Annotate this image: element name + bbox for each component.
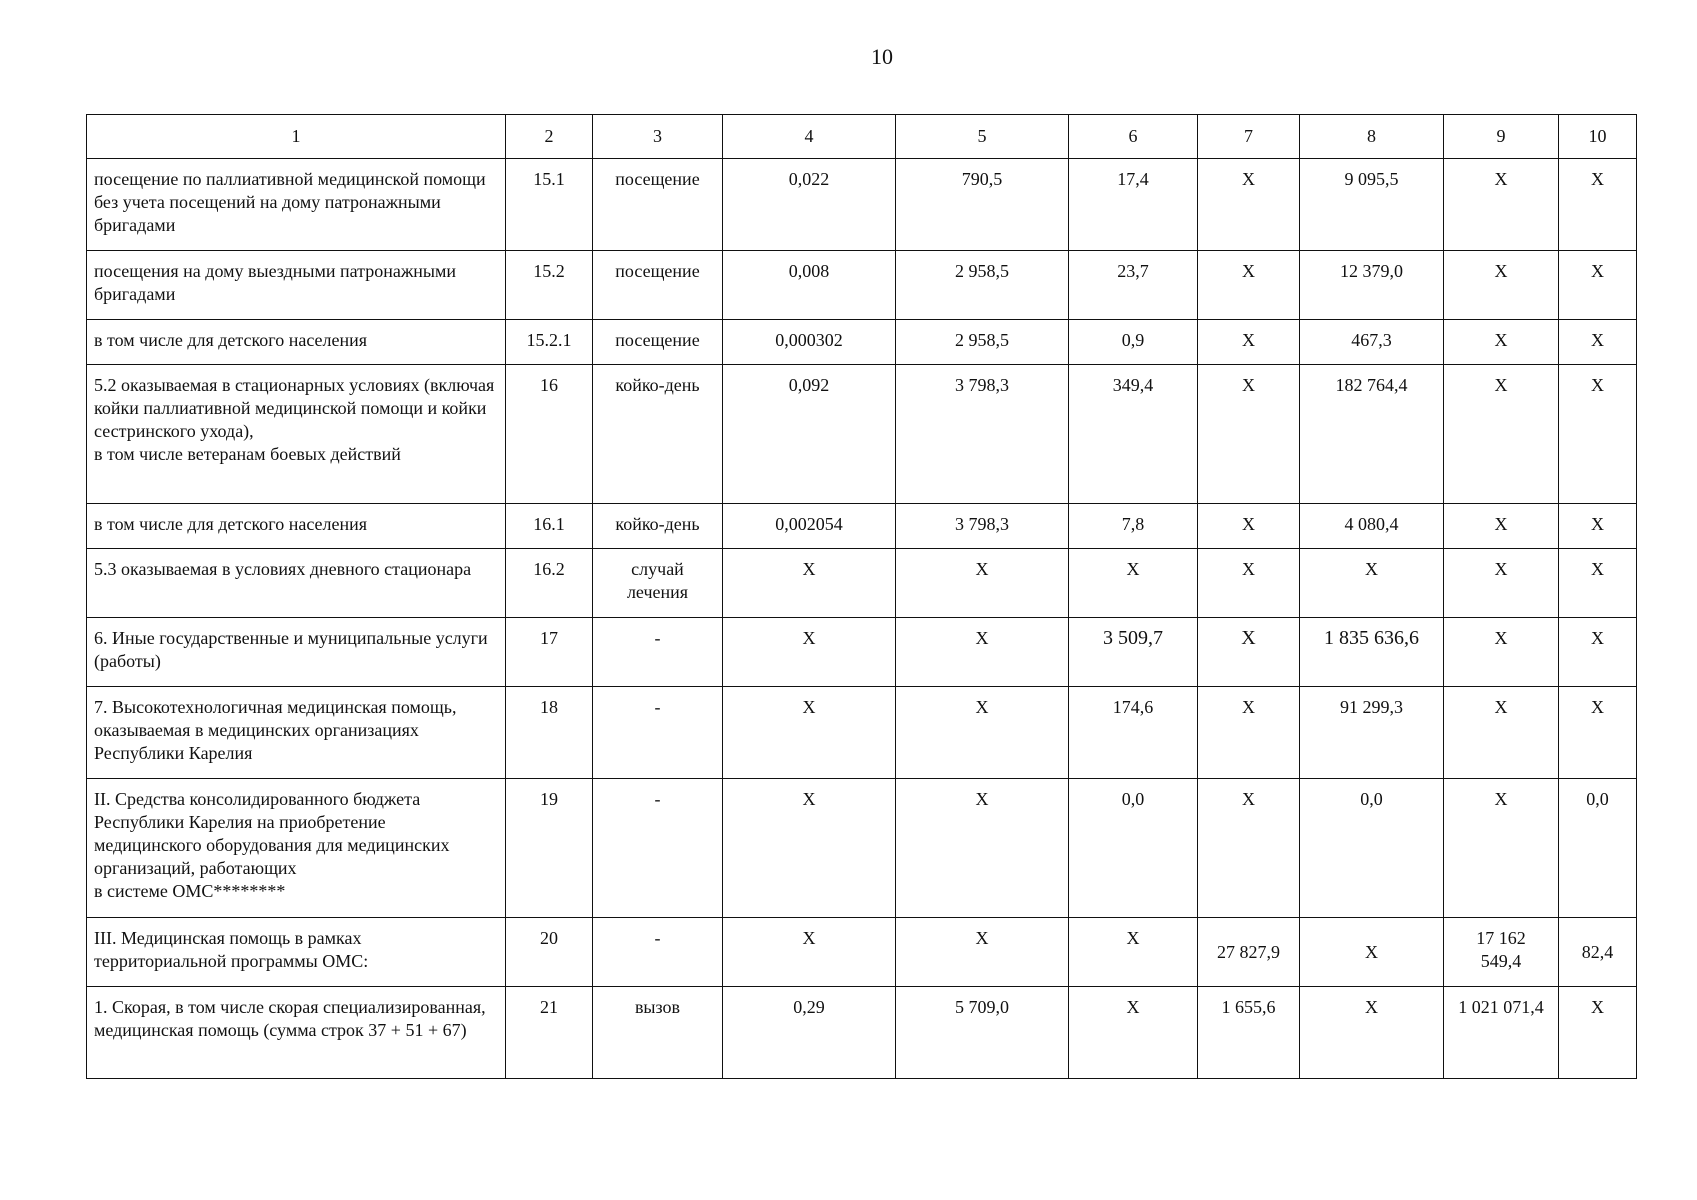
table-row xyxy=(87,687,1637,779)
cell-col5: Х xyxy=(896,687,1069,779)
row-unit: койко-день xyxy=(593,365,723,504)
cell-col6: 0,0 xyxy=(1069,779,1198,918)
cell-col4: 0,002054 xyxy=(723,504,896,549)
cell-col9: Х xyxy=(1444,504,1559,549)
cell-col4: 0,022 xyxy=(723,159,896,251)
cell-col8: 0,0 xyxy=(1300,779,1444,918)
header-cell: 6 xyxy=(1069,115,1198,159)
table-row xyxy=(87,779,1637,918)
row-label: посещение по паллиативной медицинской помощи без учета посещений на дому патронажными бригадами xyxy=(87,159,506,251)
header-cell: 1 xyxy=(87,115,506,159)
row-code: 17 xyxy=(506,618,593,687)
table-row xyxy=(87,251,1637,320)
cell-col6: Х xyxy=(1069,549,1198,618)
cell-col9: Х xyxy=(1444,618,1559,687)
row-unit: - xyxy=(593,779,723,918)
cell-col7: Х xyxy=(1198,504,1300,549)
cell-col10: Х xyxy=(1559,687,1637,779)
cell-col10: 82,4 xyxy=(1559,918,1637,987)
cell-col7: Х xyxy=(1198,365,1300,504)
row-label: 5.3 оказываемая в условиях дневного стационара xyxy=(87,549,506,618)
row-label: посещения на дому выездными патронажными бригадами xyxy=(87,251,506,320)
cell-col5: 2 958,5 xyxy=(896,251,1069,320)
cell-col6: 17,4 xyxy=(1069,159,1198,251)
cell-col8: Х xyxy=(1300,918,1444,987)
cell-col7: Х xyxy=(1198,320,1300,365)
cell-col9: Х xyxy=(1444,365,1559,504)
cell-col8: 1 835 636,6 xyxy=(1300,618,1444,687)
cell-col9: Х xyxy=(1444,549,1559,618)
row-label: III. Медицинская помощь в рамках территориальной программы ОМС: xyxy=(87,918,506,987)
row-label: в том числе для детского населения xyxy=(87,320,506,365)
row-label: 6. Иные государственные и муниципальные услуги (работы) xyxy=(87,618,506,687)
cell-col5: Х xyxy=(896,549,1069,618)
cell-col6: 23,7 xyxy=(1069,251,1198,320)
header-cell: 7 xyxy=(1198,115,1300,159)
cell-col5: Х xyxy=(896,618,1069,687)
cell-col9: Х xyxy=(1444,779,1559,918)
cell-col8: 467,3 xyxy=(1300,320,1444,365)
cell-col7: Х xyxy=(1198,159,1300,251)
cell-col5: Х xyxy=(896,779,1069,918)
cell-col7: Х xyxy=(1198,251,1300,320)
cell-col4: 0,008 xyxy=(723,251,896,320)
row-code: 15.1 xyxy=(506,159,593,251)
row-unit: вызов xyxy=(593,987,723,1079)
row-code: 16.2 xyxy=(506,549,593,618)
row-label: II. Средства консолидированного бюджета Республики Карелия на приобретение медицинского оборудования для медицинских организаций, работающих в системе ОМС******** xyxy=(87,779,506,918)
cell-col4: Х xyxy=(723,549,896,618)
header-cell: 4 xyxy=(723,115,896,159)
header-cell: 2 xyxy=(506,115,593,159)
cell-col5: 2 958,5 xyxy=(896,320,1069,365)
row-code: 15.2.1 xyxy=(506,320,593,365)
table-row xyxy=(87,987,1637,1079)
cell-col7: Х xyxy=(1198,618,1300,687)
cell-col10: Х xyxy=(1559,365,1637,504)
row-label: 5.2 оказываемая в стационарных условиях (включая койки паллиативной медицинской помощи и койки сестринского ухода), в том числе ветеранам боевых действий xyxy=(87,365,506,504)
table-row xyxy=(87,504,1637,549)
cell-col5: 3 798,3 xyxy=(896,504,1069,549)
cell-col9: 1 021 071,4 xyxy=(1444,987,1559,1079)
cell-col6: 3 509,7 xyxy=(1069,618,1198,687)
cell-col4: 0,000302 xyxy=(723,320,896,365)
row-code: 20 xyxy=(506,918,593,987)
header-cell: 5 xyxy=(896,115,1069,159)
row-unit: - xyxy=(593,918,723,987)
table-row xyxy=(87,549,1637,618)
cell-col4: Х xyxy=(723,779,896,918)
cell-col4: Х xyxy=(723,618,896,687)
cell-col7: Х xyxy=(1198,779,1300,918)
cell-col8: Х xyxy=(1300,987,1444,1079)
cell-col9: Х xyxy=(1444,687,1559,779)
cell-col5: 3 798,3 xyxy=(896,365,1069,504)
cell-col7: 27 827,9 xyxy=(1198,918,1300,987)
cell-col5: 5 709,0 xyxy=(896,987,1069,1079)
cell-col8: 9 095,5 xyxy=(1300,159,1444,251)
cell-col7: Х xyxy=(1198,549,1300,618)
cell-col10: Х xyxy=(1559,159,1637,251)
row-code: 19 xyxy=(506,779,593,918)
row-unit: посещение xyxy=(593,251,723,320)
header-cell: 10 xyxy=(1559,115,1637,159)
cell-col10: Х xyxy=(1559,618,1637,687)
cell-col9: Х xyxy=(1444,159,1559,251)
cell-col9: Х xyxy=(1444,251,1559,320)
row-label: в том числе для детского населения xyxy=(87,504,506,549)
table-row xyxy=(87,365,1637,504)
cell-col10: Х xyxy=(1559,251,1637,320)
row-label: 1. Скорая, в том числе скорая специализированная, медицинская помощь (сумма строк 37 + 51 + 67) xyxy=(87,987,506,1079)
table-row xyxy=(87,320,1637,365)
cell-col7: Х xyxy=(1198,687,1300,779)
header-cell: 3 xyxy=(593,115,723,159)
cell-col4: Х xyxy=(723,687,896,779)
page-number: 10 xyxy=(871,44,893,69)
cell-col6: 174,6 xyxy=(1069,687,1198,779)
cell-col5: Х xyxy=(896,918,1069,987)
cell-col10: 0,0 xyxy=(1559,779,1637,918)
row-unit: - xyxy=(593,618,723,687)
cell-col8: 182 764,4 xyxy=(1300,365,1444,504)
row-unit: койко-день xyxy=(593,504,723,549)
cell-col6: Х xyxy=(1069,987,1198,1079)
header-cell: 8 xyxy=(1300,115,1444,159)
cell-col4: 0,092 xyxy=(723,365,896,504)
cell-col6: 0,9 xyxy=(1069,320,1198,365)
header-cell: 9 xyxy=(1444,115,1559,159)
cell-col4: 0,29 xyxy=(723,987,896,1079)
row-unit: случай лечения xyxy=(593,549,723,618)
row-unit: посещение xyxy=(593,159,723,251)
cell-col10: Х xyxy=(1559,320,1637,365)
cell-col4: Х xyxy=(723,918,896,987)
row-code: 18 xyxy=(506,687,593,779)
table-row xyxy=(87,618,1637,687)
cell-col8: 91 299,3 xyxy=(1300,687,1444,779)
cell-col6: 349,4 xyxy=(1069,365,1198,504)
cell-col10: Х xyxy=(1559,549,1637,618)
row-code: 16.1 xyxy=(506,504,593,549)
row-code: 16 xyxy=(506,365,593,504)
budget-table xyxy=(86,114,1637,1079)
cell-col6: 7,8 xyxy=(1069,504,1198,549)
cell-col7: 1 655,6 xyxy=(1198,987,1300,1079)
cell-col8: 12 379,0 xyxy=(1300,251,1444,320)
cell-col5: 790,5 xyxy=(896,159,1069,251)
cell-col8: 4 080,4 xyxy=(1300,504,1444,549)
cell-col10: Х xyxy=(1559,987,1637,1079)
row-unit: посещение xyxy=(593,320,723,365)
cell-col10: Х xyxy=(1559,504,1637,549)
table-row xyxy=(87,918,1637,987)
cell-col9: Х xyxy=(1444,320,1559,365)
row-unit: - xyxy=(593,687,723,779)
row-code: 21 xyxy=(506,987,593,1079)
cell-col6: Х xyxy=(1069,918,1198,987)
row-code: 15.2 xyxy=(506,251,593,320)
row-label: 7. Высокотехнологичная медицинская помощь, оказываемая в медицинских организациях Республики Карелия xyxy=(87,687,506,779)
cell-col8: Х xyxy=(1300,549,1444,618)
cell-col9: 17 162 549,4 xyxy=(1444,918,1559,987)
table-row xyxy=(87,159,1637,251)
header-row xyxy=(87,115,1637,159)
